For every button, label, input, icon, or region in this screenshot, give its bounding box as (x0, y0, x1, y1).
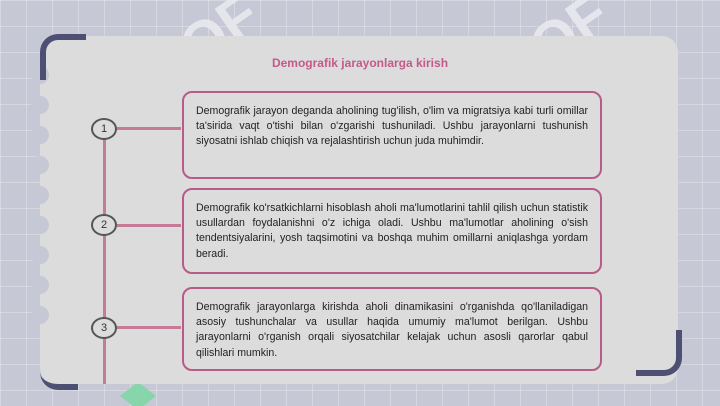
binder-notch (31, 276, 49, 294)
binder-notch (31, 216, 49, 234)
step-connector (117, 326, 181, 329)
step-number-badge: 2 (91, 214, 117, 236)
step-text-box: Demografik jarayonlarga kirishda aholi dinamikasini o'rganishda qo'llaniladigan asosiy tushunchalar va usullar haqida umumiy ma'lumot berilgan. Ushbu jarayonlarni o'rganish orqali siyosatchilar kelajak uchun asosli qarorlar qabul qilishlari mumkin. (182, 287, 602, 371)
step-connector (117, 127, 181, 130)
binder-notch (31, 306, 49, 324)
step-text-box: Demografik jarayon deganda aholining tug'ilish, o'lim va migratsiya kabi turli omillar ta'sirida vaqt o'tishi bilan o'zgarishi tushuniladi. Ushbu jarayonlarni tushunish siyosatni ishlab chiqish va rejalashtirish uchun juda muhimdir. (182, 91, 602, 179)
step-number-badge: 1 (91, 118, 117, 140)
binder-notch (31, 186, 49, 204)
step-number-badge: 3 (91, 317, 117, 339)
frame-corner-bottom-right (636, 330, 682, 376)
frame-corner-bottom-left (40, 344, 78, 390)
binder-notch (31, 96, 49, 114)
binder-notch (31, 126, 49, 144)
step-connector (117, 224, 181, 227)
step-text-box: Demografik ko'rsatkichlarni hisoblash aholi ma'lumotlarini tahlil qilish uchun statistik usullardan foydalanishni o'z ichiga oladi. Ushbu ma'lumotlar aholining o'sish tendentsiyalarini, yosh taqsimotini va boshqa muhim omillarni aniqlashga yordam beradi. (182, 188, 602, 274)
binder-notch (31, 246, 49, 264)
timeline-line (103, 128, 106, 384)
slide-title: Demografik jarayonlarga kirish (271, 56, 449, 70)
binder-notch (31, 156, 49, 174)
